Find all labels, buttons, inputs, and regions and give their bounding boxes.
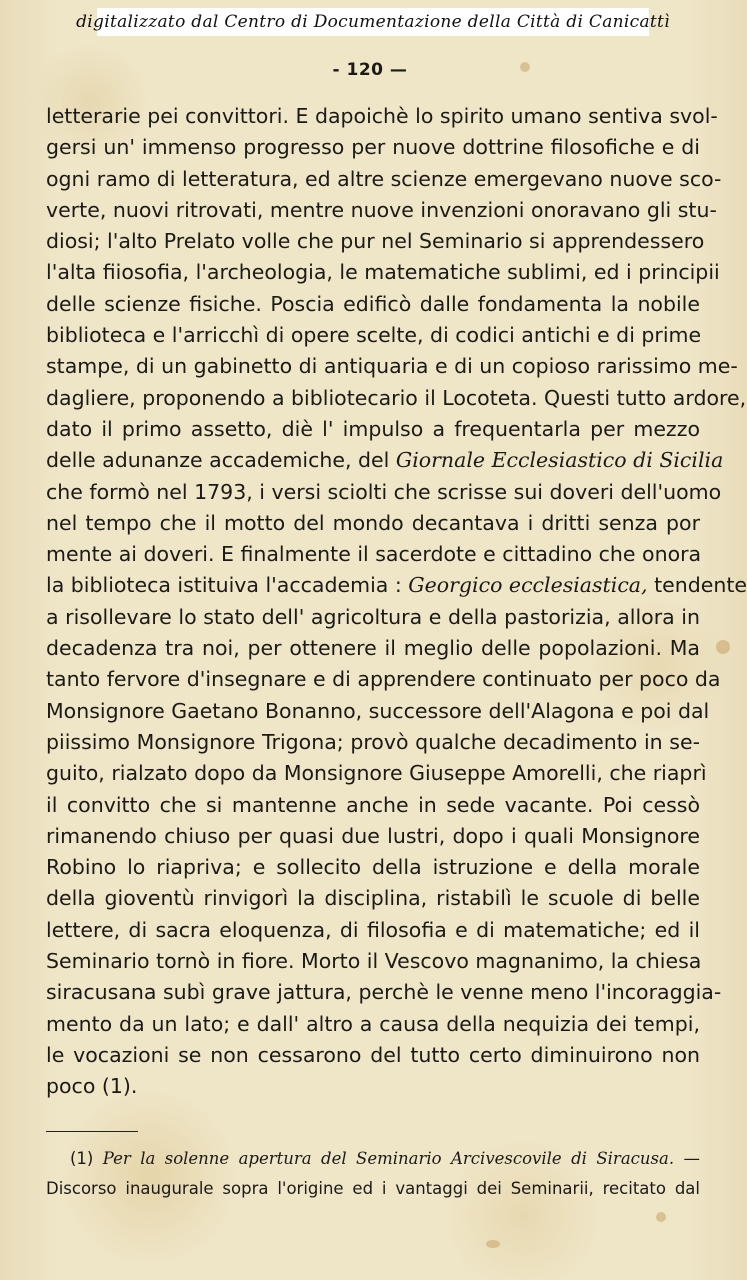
- text-line: [46, 1009, 700, 1040]
- text-run: lettere, di sacra eloquenza, di filosofia e di matematiche; ed il: [46, 917, 700, 942]
- text-line: [46, 414, 700, 445]
- text-line: [46, 758, 707, 789]
- text-run: Seminario tornò in fiore. Morto il Vescovo magnanimo, la chiesa: [46, 949, 702, 974]
- text-run: il convitto che si mantenne anche in sede vacante. Poi cessò: [46, 792, 700, 817]
- text-line: [46, 602, 700, 633]
- text-line: [46, 195, 717, 226]
- digitization-banner: [76, 8, 670, 36]
- text-line: [46, 383, 747, 414]
- text-run: Robino lo riapriva; e sollecito della istruzione e della morale: [46, 855, 700, 880]
- text-run: Discorso inaugurale sopra l'origine ed i vantaggi dei Seminarii, recitato dal: [46, 1179, 700, 1198]
- text-line: [46, 852, 700, 883]
- text-run: guito, rialzato dopo da Monsignore Giuseppe Amorelli, che riaprì: [46, 761, 707, 786]
- footnote-line: [46, 1174, 700, 1204]
- text-run: (1): [70, 1149, 103, 1168]
- text-run: dato il primo assetto, diè l' impulso a frequentarla per mezzo: [46, 416, 700, 441]
- text-line: [46, 320, 700, 351]
- text-line: [46, 977, 722, 1008]
- text-run: delle adunanze accademiche, del: [46, 448, 396, 473]
- text-line: [46, 664, 721, 695]
- text-line: [46, 1071, 700, 1102]
- text-line: [46, 164, 722, 195]
- text-run: verte, nuovi ritrovati, mentre nuove invenzioni onoravano gli stu-: [46, 197, 717, 222]
- footnote-line: [46, 1144, 700, 1174]
- text-run: tendente: [647, 573, 747, 598]
- text-line: [46, 351, 738, 382]
- text-line: [46, 508, 700, 539]
- body-text: [46, 101, 747, 1103]
- text-line: [46, 570, 747, 601]
- text-run: gersi un' immenso progresso per nuove dottrine filosofiche e di: [46, 135, 700, 160]
- text-run: Monsignore Gaetano Bonanno, successore dell'Alagona e poi dal: [46, 698, 710, 723]
- text-run: poco (1).: [46, 1074, 138, 1099]
- paper-stain: [520, 62, 530, 72]
- text-line: [46, 132, 700, 163]
- text-line: [46, 821, 700, 852]
- text-run: delle scienze fisiche. Poscia edificò dalle fondamenta la nobile: [46, 291, 700, 316]
- text-line: [46, 539, 700, 570]
- text-line: [46, 727, 700, 758]
- text-line: [46, 477, 722, 508]
- text-run: diosi; l'alto Prelato volle che pur nel Seminario si apprendessero: [46, 229, 705, 254]
- italic-title: Georgico ecclesiastica,: [408, 573, 648, 598]
- text-run: mento da un lato; e dall' altro a causa della nequizia dei tempi,: [46, 1011, 700, 1036]
- text-line: [46, 946, 700, 977]
- page-number: - 120 —: [332, 60, 408, 80]
- text-run: mente ai doveri. E finalmente il sacerdote e cittadino che onora: [46, 542, 702, 567]
- paper-stain: [716, 640, 730, 654]
- text-run: le vocazioni se non cessarono del tutto certo diminuirono non: [46, 1042, 700, 1067]
- text-line: [46, 445, 724, 476]
- footnote-divider: [46, 1131, 138, 1132]
- text-line: [46, 257, 720, 288]
- text-run: decadenza tra noi, per ottenere il meglio delle popolazioni. Ma: [46, 636, 700, 661]
- footnote: [46, 1144, 700, 1204]
- banner-text: digitalizzato dal Centro di Documentazione della Città di Canicattì: [76, 12, 670, 32]
- text-run: biblioteca e l'arricchì di opere scelte, di codici antichi e di prime: [46, 323, 702, 348]
- text-run: letterarie pei convittori. E dapoichè lo spirito umano sentiva svol-: [46, 104, 718, 128]
- text-run: piissimo Monsignore Trigona; provò qualche decadimento in se-: [46, 729, 700, 754]
- text-line: [46, 696, 710, 727]
- text-run: a risollevare lo stato dell' agricoltura e della pastorizia, allora in: [46, 604, 700, 629]
- text-line: [46, 1040, 700, 1071]
- text-run: tanto fervore d'insegnare e di apprendere continuato per poco da: [46, 667, 721, 692]
- text-run: rimanendo chiuso per quasi due lustri, dopo i quali Monsignore: [46, 823, 700, 848]
- text-line: [46, 101, 718, 132]
- text-run: della gioventù rinvigorì la disciplina, ristabilì le scuole di belle: [46, 886, 700, 911]
- text-run: che formò nel 1793, i versi sciolti che scrisse sui doveri dell'uomo: [46, 479, 722, 504]
- text-line: [46, 790, 700, 821]
- text-line: [46, 289, 700, 320]
- italic-title: Per la solenne apertura del Seminario Arcivescovile di Siracusa.: [102, 1149, 675, 1168]
- text-run: ogni ramo di letteratura, ed altre scienze emergevano nuove sco-: [46, 166, 722, 191]
- text-run: —: [674, 1149, 700, 1168]
- text-line: [46, 226, 705, 257]
- text-run: siracusana subì grave jattura, perchè le venne meno l'incoraggia-: [46, 980, 722, 1005]
- text-line: [46, 915, 700, 946]
- text-run: dagliere, proponendo a bibliotecario il Locoteta. Questi tutto ardore,: [46, 385, 747, 410]
- text-run: l'alta fiiosofia, l'archeologia, le matematiche sublimi, ed i principii: [46, 260, 720, 285]
- text-line: [46, 883, 700, 914]
- text-line: [46, 633, 700, 664]
- paper-stain: [656, 1212, 666, 1222]
- text-run: la biblioteca istituiva l'accademia :: [46, 573, 409, 598]
- text-run: stampe, di un gabinetto di antiquaria e di un copioso rarissimo me-: [46, 354, 738, 379]
- text-run: nel tempo che il motto del mondo decantava i dritti senza por: [46, 510, 700, 535]
- paper-stain: [486, 1240, 500, 1248]
- italic-title: Giornale Ecclesiastico di Sicilia: [395, 448, 724, 473]
